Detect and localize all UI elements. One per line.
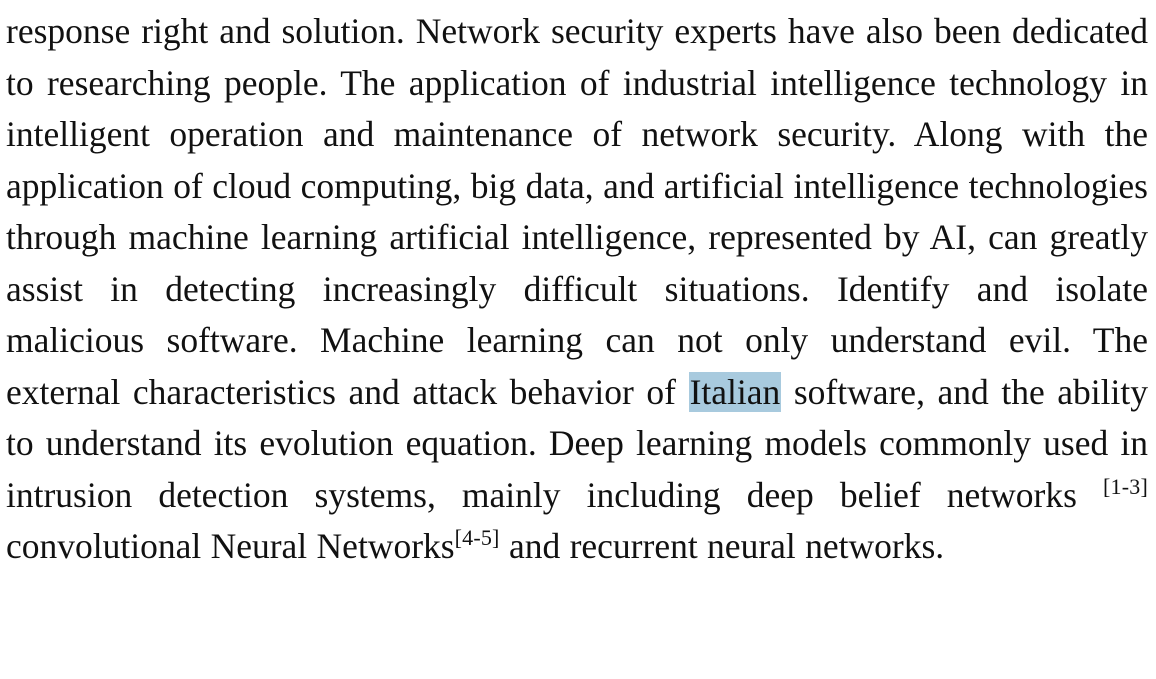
body-paragraph — [6, 6, 1148, 573]
citation-reference-2[interactable]: [4-5] — [454, 525, 500, 551]
paragraph-segment-4: and recurrent neural networks. — [499, 526, 945, 566]
paragraph-segment-1: response right and solution. Network security experts have also been dedicated to researching people. The application of industrial intelligence technology in intelligent operation and maintenance of network security. Along with the application of cloud computing, big data, and artificial intelligence technologies through machine learning artificial intelligence, represented by AI, can greatly assist in detecting increasingly difficult situations. Identify and isolate malicious software. Machine learning can not only understand evil. The external characteristics and attack behavior of — [6, 11, 1148, 412]
paragraph-segment-3: convolutional Neural Networks — [6, 526, 455, 566]
highlighted-word[interactable]: Italian — [689, 371, 781, 412]
paragraph-segment-2: software, and the ability to understand its evolution equation. Deep learning models commonly used in intrusion detection systems, mainly including deep belief networks — [6, 371, 1149, 515]
citation-reference-1[interactable]: [1-3] — [1103, 473, 1148, 499]
